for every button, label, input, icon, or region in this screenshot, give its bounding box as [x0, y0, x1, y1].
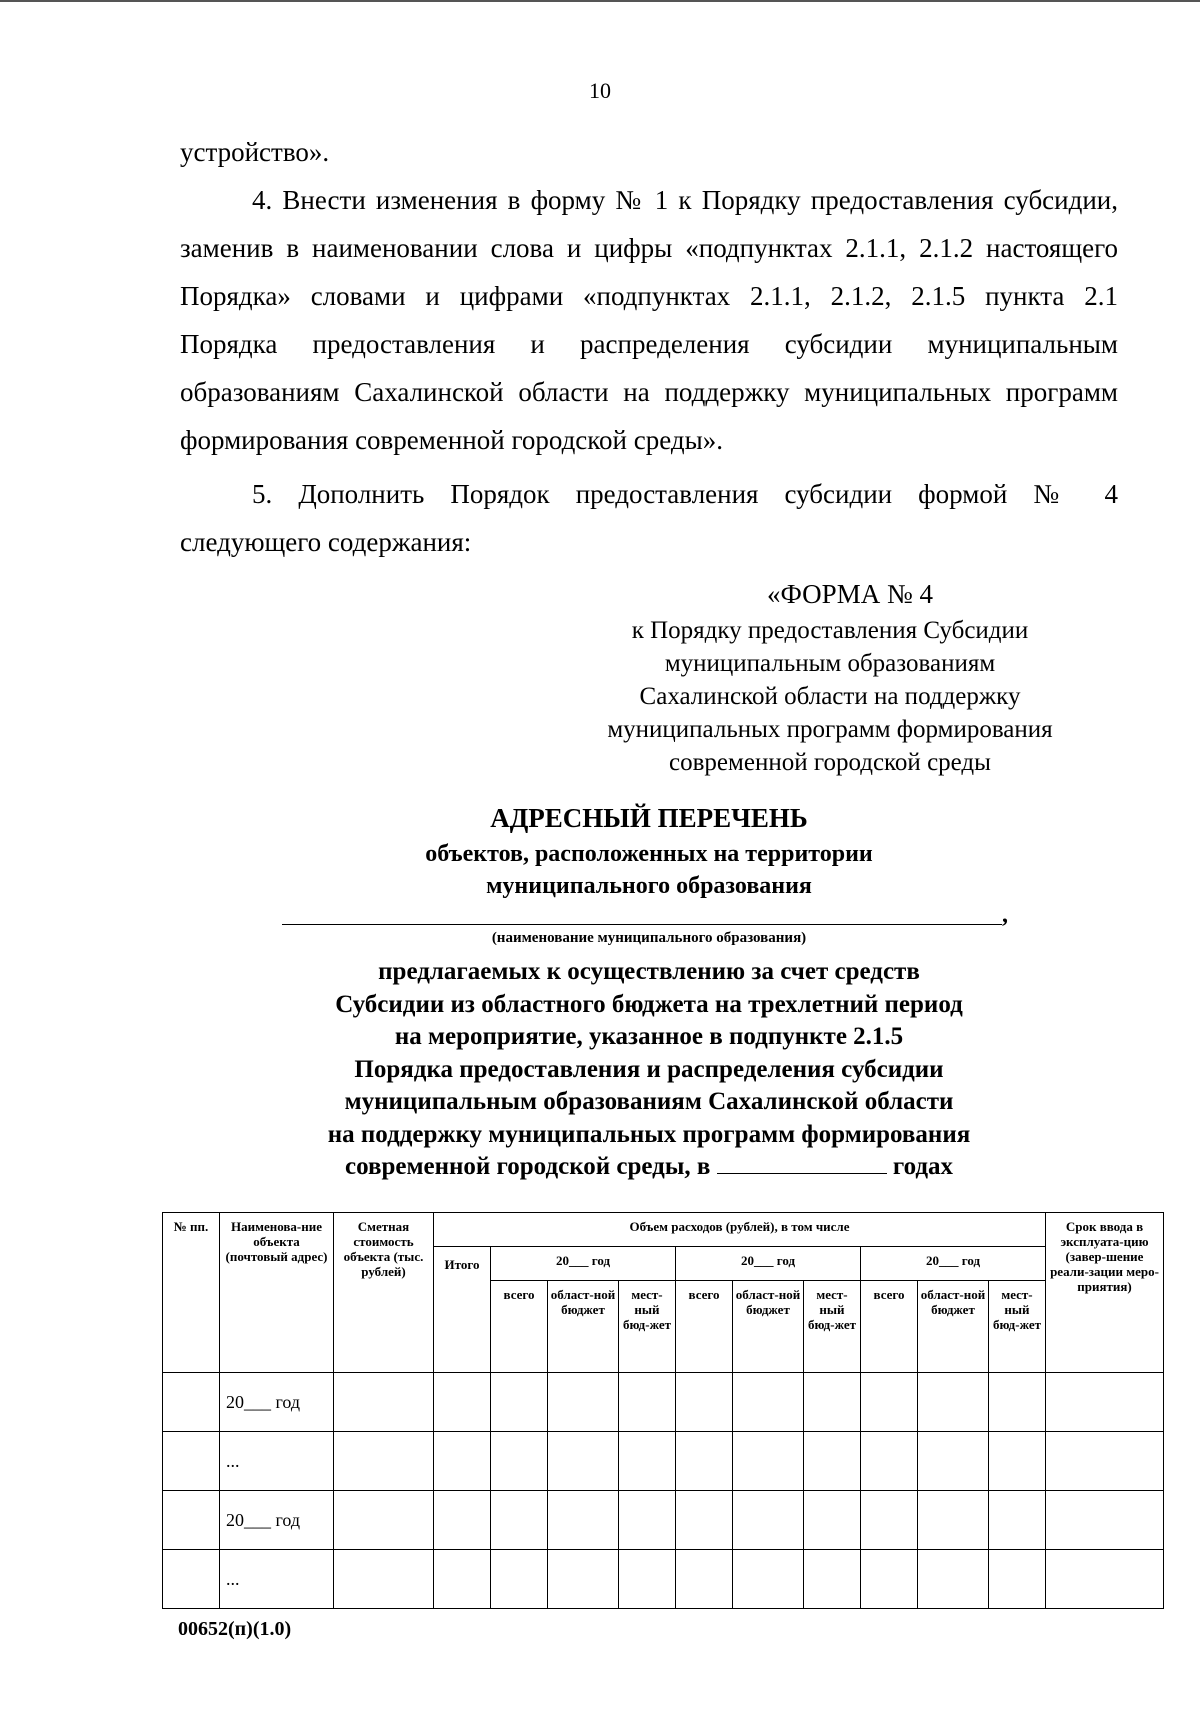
- title-line: Порядка предоставления и распределения субсидии: [354, 1055, 944, 1083]
- paragraph-continuation: [180, 128, 1118, 176]
- page-number: 10: [589, 78, 611, 103]
- paragraph-5: [180, 470, 1118, 566]
- col-expenses-header: Объем расходов (рублей), в том числе: [434, 1213, 1046, 1247]
- col-object-name-header: Наименова-ние объекта (почтовый адрес): [220, 1213, 334, 1373]
- title-line: объектов, расположенных на территории: [425, 841, 873, 867]
- sub-regional-header: област-ной бюджет: [733, 1281, 804, 1373]
- row-label: ...: [220, 1550, 334, 1609]
- sub-local-header: мест-ный бюд-жет: [989, 1281, 1046, 1373]
- form-header-line: Сахалинской области на поддержку: [639, 683, 1021, 710]
- title-text: годах: [892, 1153, 954, 1180]
- municipality-name-blank: [282, 924, 1002, 925]
- paragraph-4: [180, 176, 1118, 464]
- text-line: Порядка» словами и цифрами «подпунктах 2.1.1, 2.1.2, 2.1.5 пункта 2.1: [180, 281, 1118, 311]
- sub-all-header: всего: [491, 1281, 548, 1373]
- title-line: муниципальным образованиям Сахалинской области: [344, 1088, 954, 1115]
- sub-all-header: всего: [861, 1281, 918, 1373]
- table-row: [163, 1491, 1164, 1550]
- address-table: [162, 1212, 1164, 1609]
- text-line: 4. Внести изменения в форму № 1 к Порядку предоставления субсидии,: [252, 185, 1118, 215]
- form-header-line: современной городской среды: [669, 749, 991, 776]
- form-header-line: муниципальным образованиям: [664, 650, 996, 677]
- row-label: 20___ год: [220, 1491, 334, 1550]
- title-line: на поддержку муниципальных программ формирования: [327, 1120, 971, 1148]
- form-header-line: к Порядку предоставления Субсидии: [631, 617, 1029, 644]
- text-line: следующего содержания:: [180, 527, 472, 557]
- form-header: [560, 574, 1100, 779]
- title-body: [180, 956, 1118, 1184]
- title-line: предлагаемых к осуществлению за счет средств: [378, 958, 920, 985]
- text-line: Порядка предоставления и распределения субсидии муниципальным: [180, 329, 1118, 359]
- row-label: ...: [220, 1432, 334, 1491]
- years-blank: [717, 1155, 887, 1174]
- form-label: «ФОРМА № 4: [767, 579, 933, 609]
- text-line: образованиям Сахалинской области на поддержку муниципальных программ: [180, 377, 1118, 407]
- table-row: [163, 1432, 1164, 1491]
- sub-regional-header: област-ной бюджет: [918, 1281, 989, 1373]
- sub-all-header: всего: [676, 1281, 733, 1373]
- title-sub: [180, 838, 1118, 902]
- col-number-header: № пп.: [163, 1213, 220, 1373]
- sub-local-header: мест-ный бюд-жет: [619, 1281, 676, 1373]
- title-line: Субсидии из областного бюджета на трехлетний период: [335, 990, 963, 1018]
- scan-edge: [0, 0, 1200, 2]
- municipality-caption: (наименование муниципального образования): [491, 930, 807, 946]
- text-line: формирования современной городской среды».: [180, 425, 723, 455]
- col-cost-header: Сметная стоимость объекта (тыс. рублей): [334, 1213, 434, 1373]
- title-line: на мероприятие, указанное в подпункте 2.1.5: [394, 1023, 904, 1050]
- title-line-years: [180, 1151, 1118, 1184]
- title-line: муниципального образования: [486, 873, 812, 899]
- document-title: АДРЕСНЫЙ ПЕРЕЧЕНЬ: [490, 803, 808, 833]
- year-header: 20___ год: [676, 1247, 861, 1281]
- text-line: устройство».: [180, 137, 330, 167]
- col-total-header: Итого: [434, 1247, 491, 1373]
- table-row: [163, 1373, 1164, 1432]
- year-header: 20___ год: [491, 1247, 676, 1281]
- comma: ,: [1002, 902, 1008, 928]
- text-line: заменив в наименовании слова и цифры «подпунктах 2.1.1, 2.1.2 настоящего: [180, 233, 1118, 263]
- year-header: 20___ год: [861, 1247, 1046, 1281]
- col-deadline-header: Срок ввода в эксплуата-цию (завер-шение реали-зации меро-приятия): [1046, 1213, 1164, 1373]
- form-header-line: муниципальных программ формирования: [607, 716, 1053, 743]
- row-label: 20___ год: [220, 1373, 334, 1432]
- sub-local-header: мест-ный бюд-жет: [804, 1281, 861, 1373]
- document-code: 00652(п)(1.0): [178, 1618, 292, 1640]
- table-row: [163, 1550, 1164, 1609]
- sub-regional-header: област-ной бюджет: [548, 1281, 619, 1373]
- text-line: 5. Дополнить Порядок предоставления субсидии формой № 4: [252, 479, 1118, 509]
- title-text: современной городской среды, в: [344, 1153, 711, 1180]
